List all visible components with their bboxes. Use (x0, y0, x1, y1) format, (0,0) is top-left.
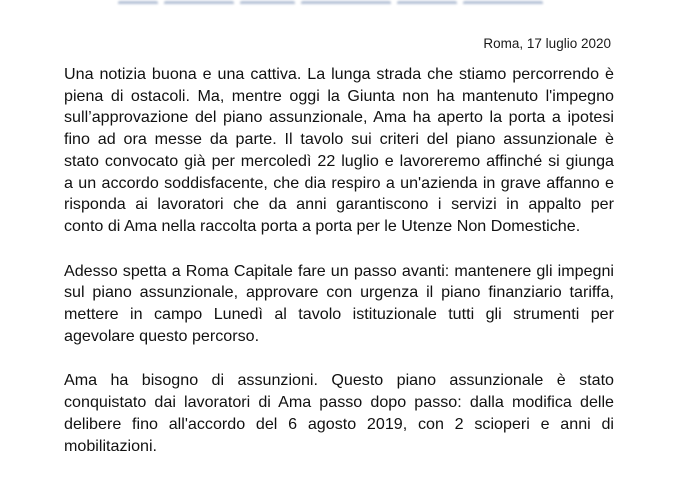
text-line: delibere fino all'accordo del 6 agosto 2019, con 2 scioperi e anni di (64, 414, 614, 433)
text-line: stato convocato già per mercoledì 22 luglio e lavoreremo affinché si giunga (64, 151, 614, 170)
text-line: sull’approvazione del piano assunzionale, Ama ha aperto la porta a ipotesi (64, 108, 614, 127)
text-line: Ama ha bisogno di assunzioni. Questo piano assunzionale è stato (64, 371, 614, 390)
text-line: mettere in campo Lunedì al tavolo istituzionale tutti gli strumenti per (64, 305, 614, 324)
paragraph-3 (64, 370, 614, 457)
text-line: risponda ai lavoratori che da anni garantiscono i servizi in appalto per (64, 195, 614, 214)
text-line: Adesso spetta a Roma Capitale fare un passo avanti: mantenere gli impegni (64, 261, 614, 280)
cropped-header-fragment (118, 0, 558, 4)
text-line: sul piano assunzionale, approvare con urgenza il piano finanziario tariffa, (64, 283, 614, 302)
text-line: conquistato dai lavoratori di Ama passo dopo passo: dalla modifica delle (64, 393, 614, 412)
text-line: fino ad ora messe da parte. Il tavolo sui criteri del piano assunzionale è (64, 130, 614, 149)
text-line: a un accordo soddisfacente, che dia respiro a un'azienda in grave affanno e (64, 173, 614, 192)
text-line: Una notizia buona e una cattiva. La lunga strada che stiamo percorrendo è (64, 65, 614, 83)
document-date: Roma, 17 luglio 2020 (483, 36, 611, 51)
document-body (64, 64, 614, 480)
text-line: mobilitazioni. (64, 436, 158, 455)
text-line: piena di ostacoli. Ma, mentre oggi la Giunta non ha mantenuto l'impegno (64, 86, 614, 105)
text-line: conto di Ama nella raccolta porta a porta per le Utenze Non Domestiche. (64, 216, 581, 235)
paragraph-1 (64, 64, 614, 238)
paragraph-2 (64, 261, 614, 348)
text-line: agevolare questo percorso. (64, 326, 260, 345)
